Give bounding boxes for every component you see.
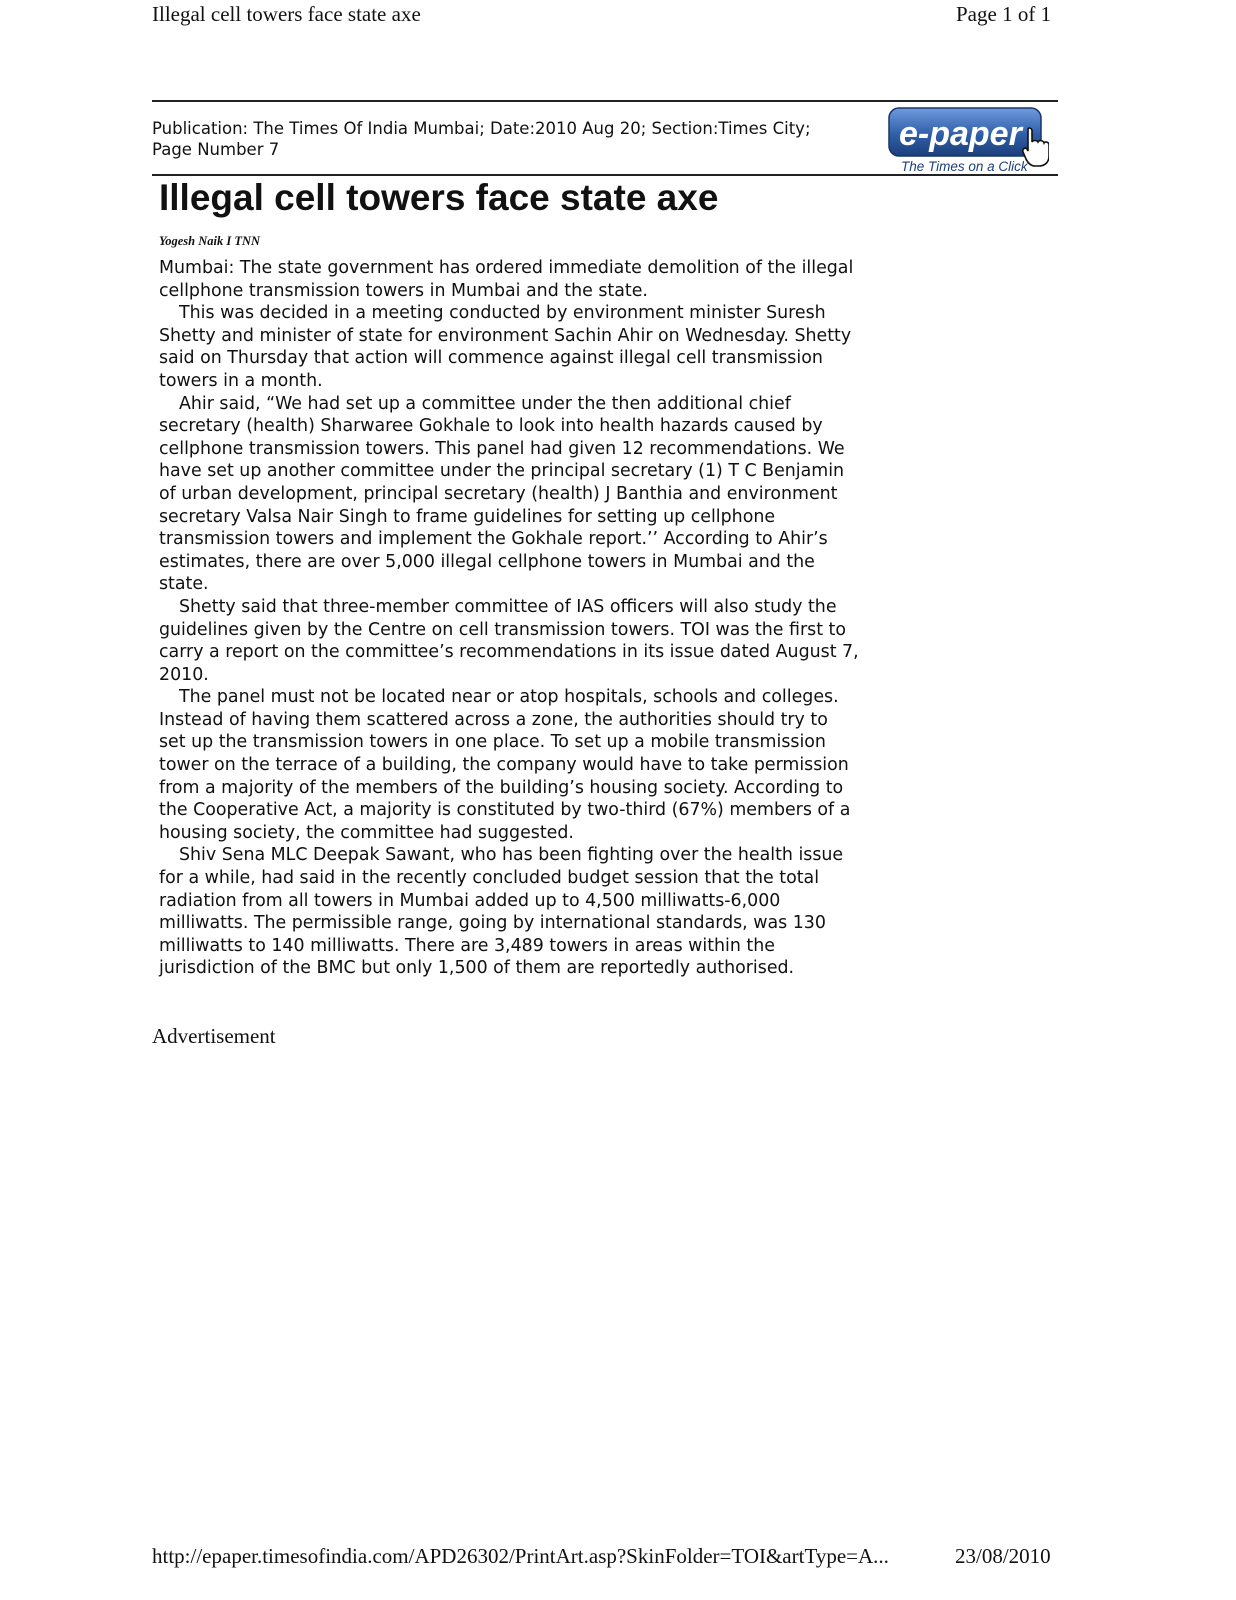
- article-body: [159, 257, 859, 980]
- advertisement-label: Advertisement: [152, 1024, 276, 1048]
- logo-tagline: The Times on a Click: [901, 159, 1028, 174]
- logo-wordmark: e-paper: [899, 115, 1022, 153]
- article-paragraph: Mumbai: The state government has ordered immediate demolition of the illegal cellphone transmission towers in Mumbai and the state.: [159, 258, 854, 301]
- article-paragraph: Shiv Sena MLC Deepak Sawant, who has been fighting over the health issue for a while, had said in the recently concluded budget session that the total radiation from all towers in Mumbai added up to 4,500 milliwatts-6,000 milliwatts. The permissible range, going by international standards, was 130 milliwatts to 140 milliwatts. There are 3,489 towers in areas within the jurisdiction of the BMC but only 1,500 of them are reportedly authorised.: [159, 845, 844, 979]
- print-page-number: Page 1 of 1: [956, 2, 1052, 26]
- footer-date: 23/08/2010: [955, 1544, 1051, 1568]
- article-paragraph: The panel must not be located near or atop hospitals, schools and colleges. Instead of having them scattered across a zone, the authorities should try to set up the transmission towers in one place. To set up a mobile transmission tower on the terrace of a building, the company would have to take permission from a majority of the members of the building’s housing society. According to the Cooperative Act, a majority is constituted by two-third (67%) members of a housing society, the committee had suggested.: [159, 687, 851, 843]
- article-byline: Yogesh Naik I TNN: [159, 234, 261, 248]
- article-paragraph: This was decided in a meeting conducted by environment minister Suresh Shetty and minister of state for environment Sachin Ahir on Wednesday. Shetty said on Thursday that action will commence against illegal cell transmission towers in a month.: [159, 303, 852, 391]
- top-divider: [152, 100, 1058, 102]
- article-paragraph: Shetty said that three-member committee of IAS officers will also study the guidelines given by the Centre on cell transmission towers. TOI was the first to carry a report on the committee’s recommendations in its issue dated August 7, 2010.: [159, 596, 859, 685]
- article-paragraph: Ahir said, “We had set up a committee under the then additional chief secretary (health) Sharwaree Gokhale to look into health hazards caused by cellphone transmission towers. This panel had given 12 recommendations. We have set up another committee under the principal secretary (1) T C Benjamin of urban development, principal secretary (health) J Banthia and environment secretary Valsa Nair Singh to frame guidelines for setting up cellphone transmission towers and implement the Gokhale report.’’ According to Ahir’s estimates, there are over 5,000 illegal cellphone towers in Mumbai and the state.: [159, 393, 845, 595]
- print-header-title: Illegal cell towers face state axe: [152, 2, 421, 26]
- article-headline: Illegal cell towers face state axe: [159, 177, 719, 218]
- publication-info: Publication: The Times Of India Mumbai; Date:2010 Aug 20; Section:Times City; Page Number 7: [152, 119, 811, 159]
- footer-url: http://epaper.timesofindia.com/APD26302/PrintArt.asp?SkinFolder=TOI&artType=A...: [152, 1544, 889, 1568]
- epaper-logo: [887, 104, 1049, 174]
